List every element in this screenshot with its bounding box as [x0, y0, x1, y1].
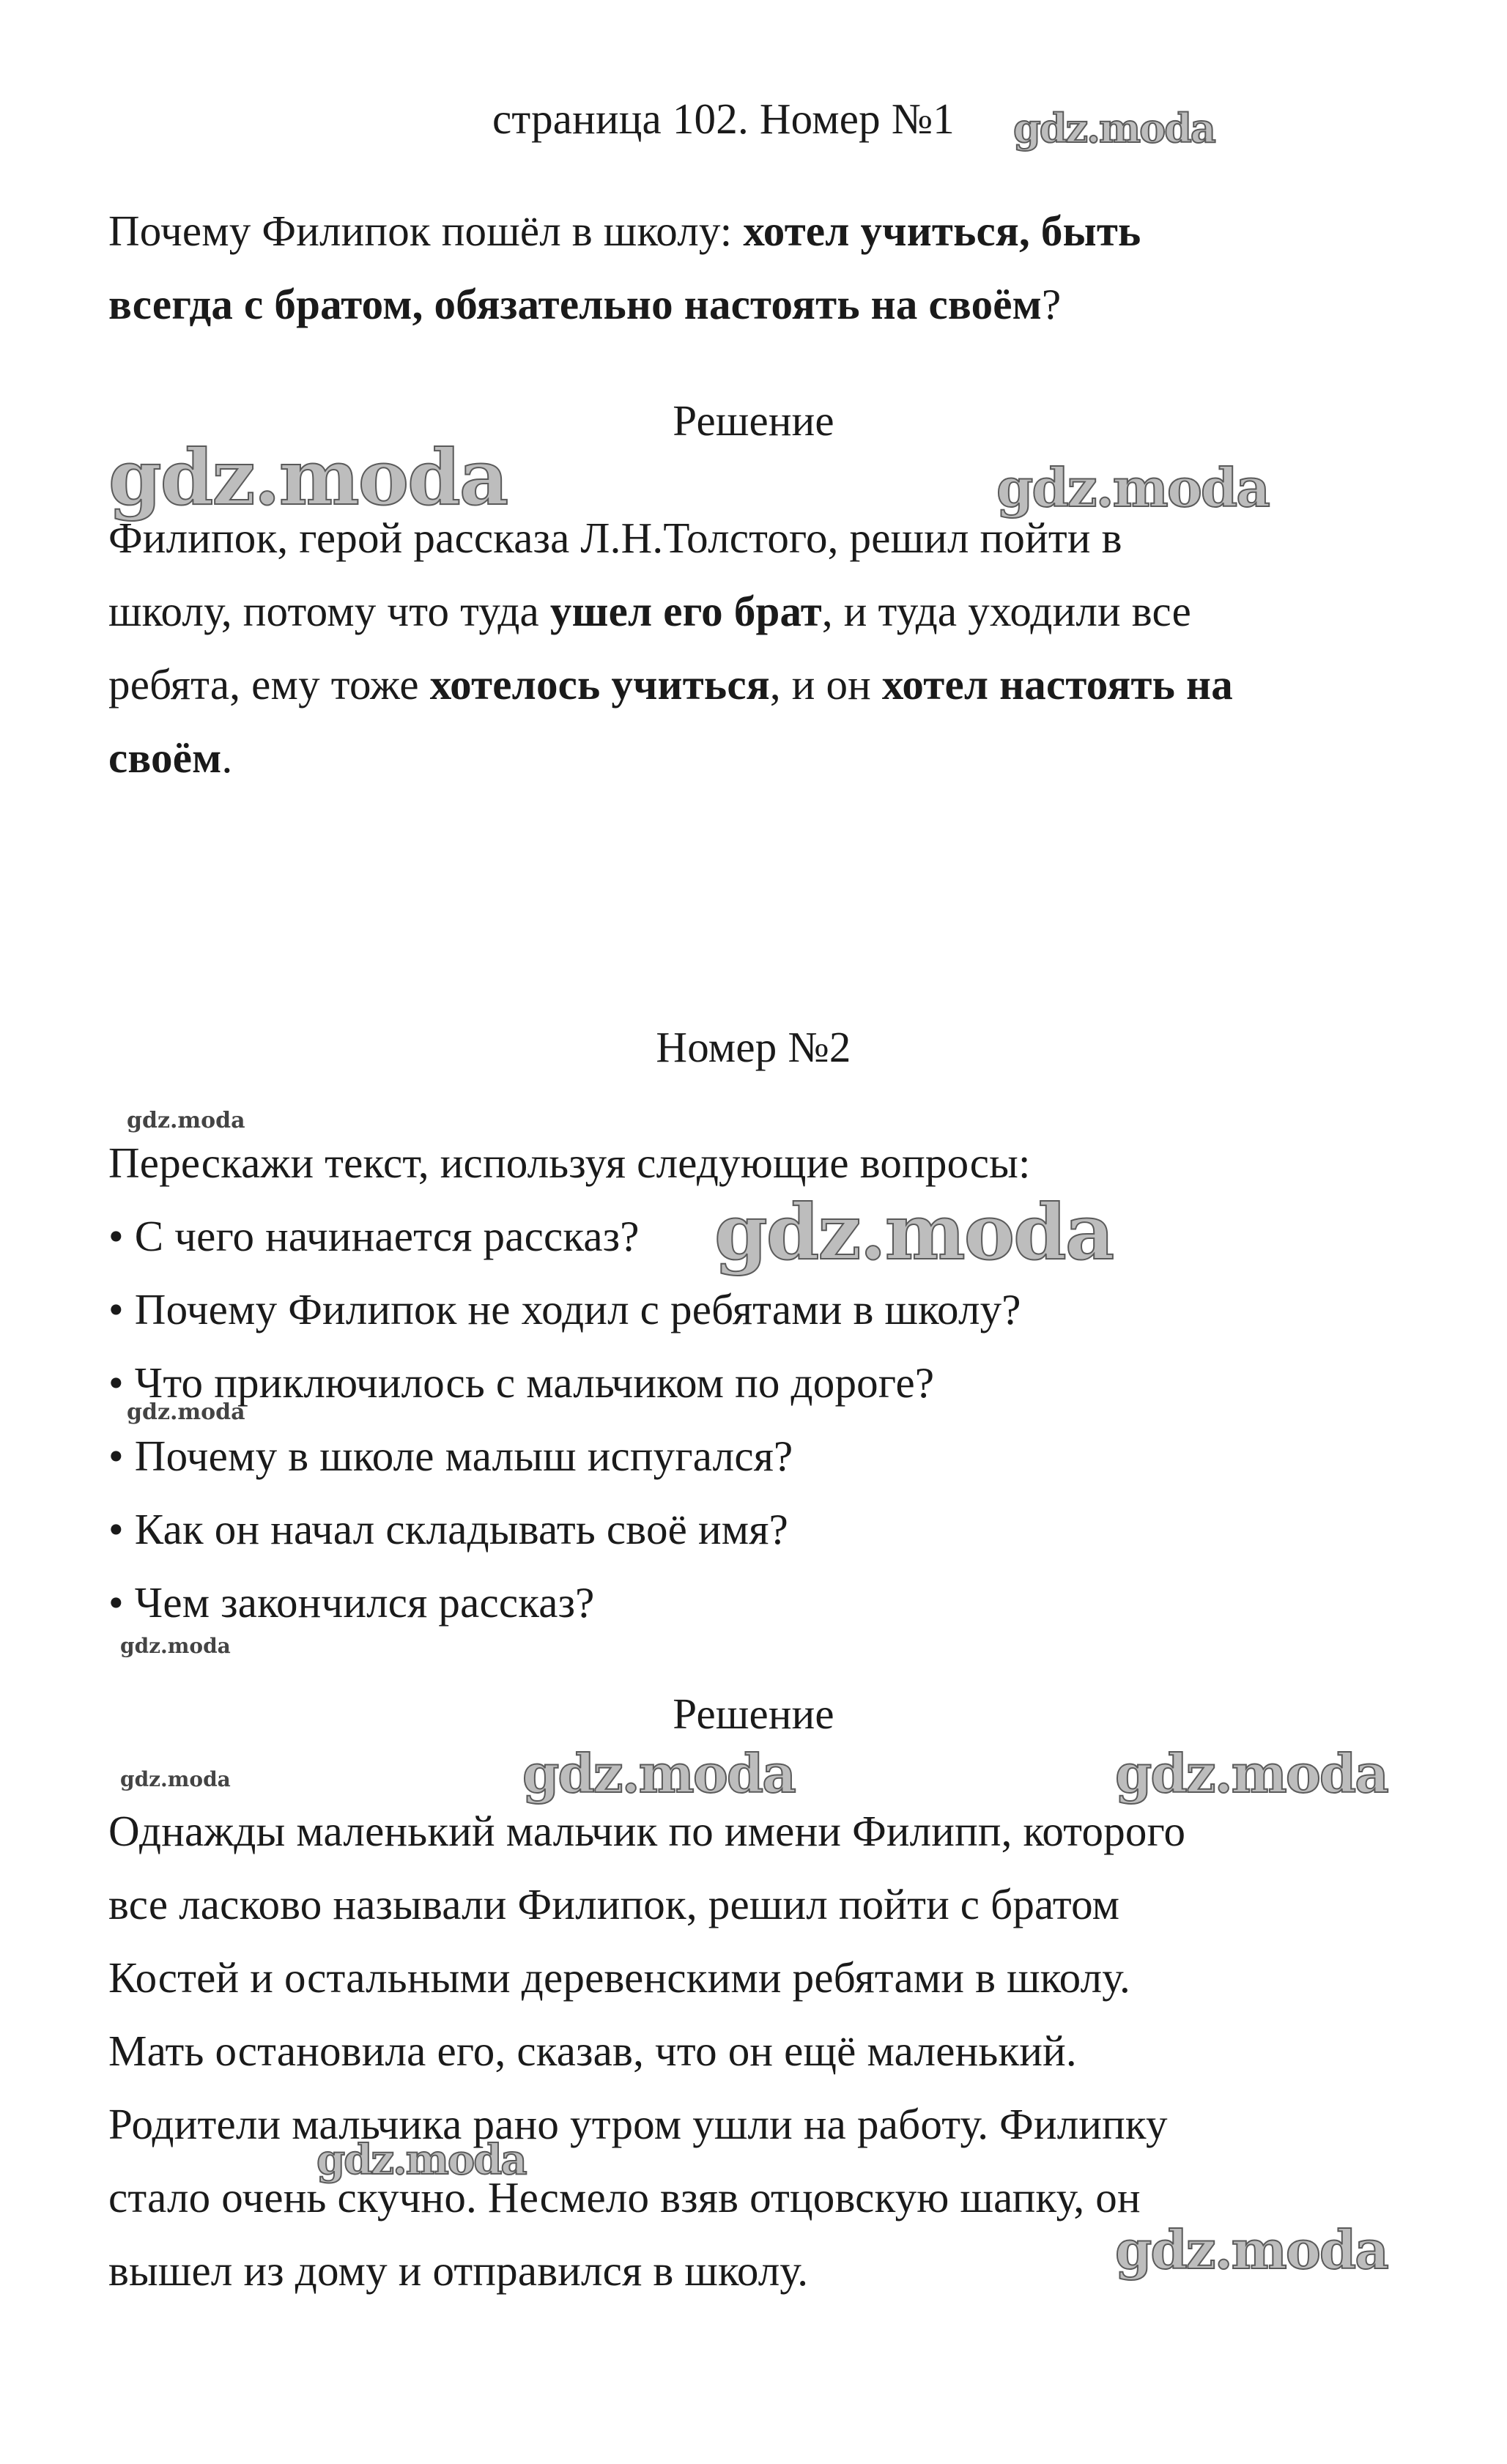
task2-question: • Почему в школе малыш испугался?: [108, 1432, 793, 1480]
watermark: gdz.moda: [127, 1399, 245, 1425]
watermark: gdz.moda: [120, 1634, 231, 1658]
watermark: gdz.moda: [1115, 2219, 1388, 2281]
task2-answer-line: все ласково называли Филипок, решил пойти с братом: [108, 1880, 1120, 1928]
watermark: gdz.moda: [714, 1187, 1114, 1277]
watermark: gdz.moda: [1013, 105, 1215, 152]
task1-question-line-1: [108, 207, 1141, 255]
task2-answer-line: вышел из дому и отправился в школу.: [108, 2246, 809, 2295]
question-text: Почему Филипок пошёл в школу:: [108, 207, 744, 255]
task2-question: • Что приключилось с мальчиком по дороге?: [108, 1358, 935, 1407]
task2-solution-heading: Решение: [673, 1690, 834, 1738]
question-bold-text: всегда с братом, обязательно настоять на своём: [108, 280, 1043, 328]
answer-bold-text: хотел настоять на: [881, 660, 1233, 709]
task1-answer-line-2: [108, 587, 1191, 635]
watermark: gdz.moda: [996, 456, 1269, 519]
page-label: страница 102. Номер №1: [492, 95, 955, 143]
watermark: gdz.moda: [120, 1767, 231, 1791]
answer-text: , и он: [769, 660, 882, 709]
answer-bold-text: своём: [108, 733, 222, 782]
task1-answer-line-3: [108, 660, 1233, 709]
task2-answer-line: стало очень скучно. Несмело взяв отцовскую шапку, он: [108, 2173, 1141, 2221]
task2-question: • Чем закончился рассказ?: [108, 1578, 595, 1627]
answer-text: .: [221, 733, 233, 782]
task2-question: • С чего начинается рассказ?: [108, 1212, 640, 1260]
task2-answer-line: Костей и остальными деревенскими ребятами в школу.: [108, 1953, 1130, 2002]
answer-text: , и туда уходили все: [821, 587, 1191, 635]
task2-answer-line: Однажды маленький мальчик по имени Филипп, которого: [108, 1807, 1186, 1855]
task1-solution-heading: Решение: [673, 396, 834, 445]
question-text: ?: [1042, 280, 1062, 328]
answer-bold-text: ушел его брат: [549, 587, 822, 635]
answer-text: школу, потому что туда: [108, 587, 550, 635]
watermark: gdz.moda: [127, 1108, 245, 1133]
answer-text: ребята, ему тоже: [108, 660, 430, 709]
question-bold-text: хотел учиться, быть: [743, 207, 1141, 255]
task2-question: • Как он начал складывать своё имя?: [108, 1505, 789, 1553]
watermark: gdz.moda: [108, 432, 508, 522]
task2-intro: Перескажи текст, используя следующие вопросы:: [108, 1139, 1031, 1187]
watermark: gdz.moda: [1115, 1742, 1388, 1805]
task1-answer-line-1: Филипок, герой рассказа Л.Н.Толстого, решил пойти в: [108, 514, 1122, 562]
answer-bold-text: хотелось учиться: [429, 660, 770, 709]
task2-answer-line: Родители мальчика рано утром ушли на работу. Филипку: [108, 2100, 1168, 2148]
task1-answer-line-4: [108, 733, 233, 782]
task2-question: • Почему Филипок не ходил с ребятами в школу?: [108, 1285, 1021, 1333]
task2-answer-line: Мать остановила его, сказав, что он ещё маленький.: [108, 2027, 1077, 2075]
watermark: gdz.moda: [522, 1742, 795, 1805]
task2-heading: Номер №2: [656, 1023, 851, 1071]
watermark: gdz.moda: [316, 2136, 526, 2184]
page-header: [492, 97, 955, 141]
task1-question-line-2: [108, 280, 1062, 328]
